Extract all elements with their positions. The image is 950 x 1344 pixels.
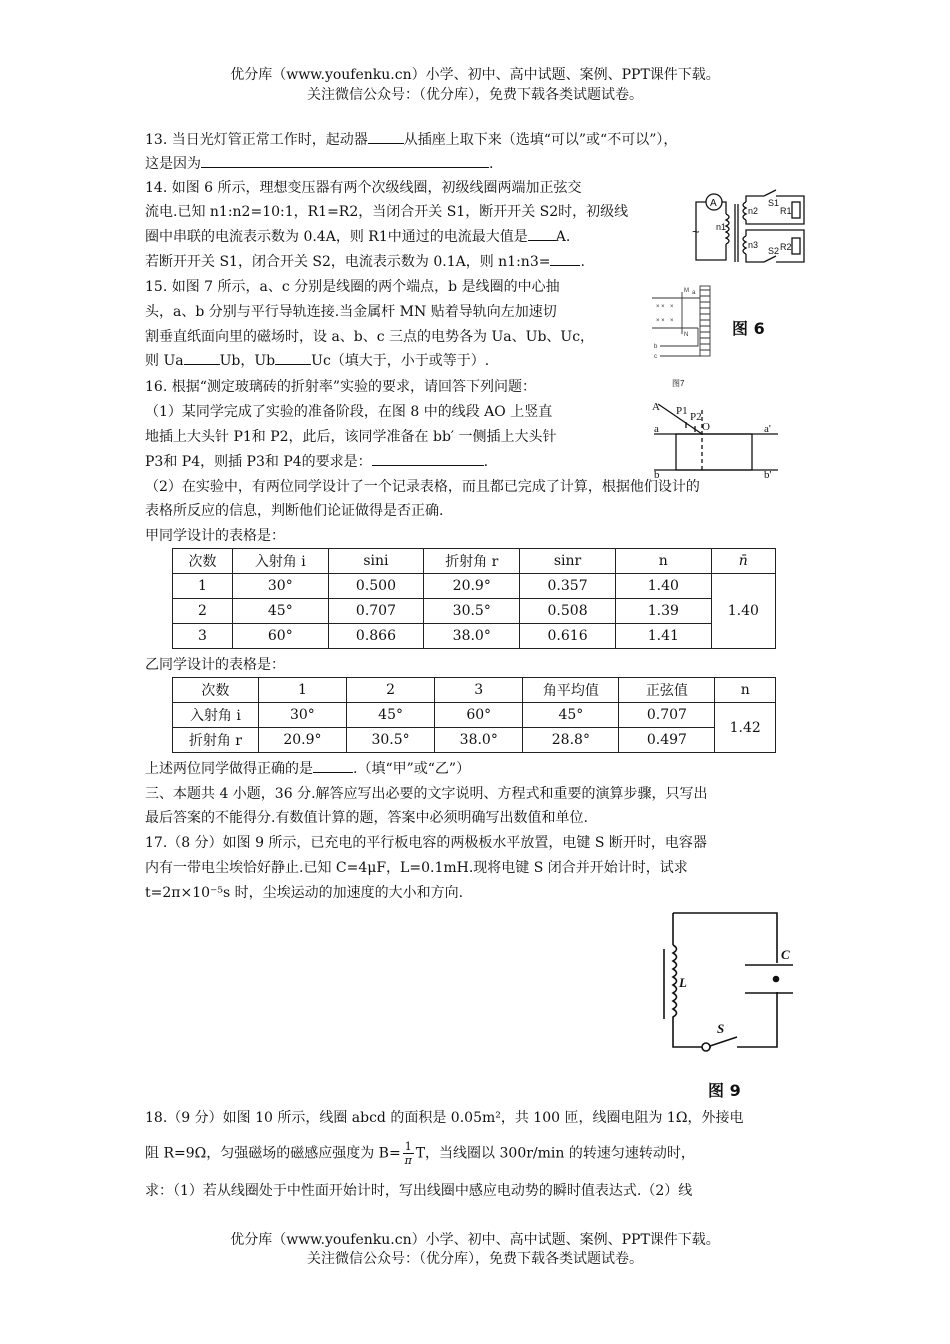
fraction: $\frac{1}{\pi}$ xyxy=(404,1140,412,1167)
q17-line2: 内有一带电尘埃恰好静止.已知 C=4μF，L=0.1mH.现将电键 S 闭合并开始计时，试求 xyxy=(145,860,688,876)
table-cell: 20.9° xyxy=(424,574,520,599)
header-line2: 关注微信公众号：（优分库），免费下载各类试题试卷。 xyxy=(307,87,643,103)
coil-body xyxy=(700,286,710,356)
circuit-wires xyxy=(673,913,777,1047)
table-cell: 1 xyxy=(173,574,233,599)
table-header-cell: n xyxy=(615,549,711,574)
blank[interactable] xyxy=(528,226,556,241)
q15-line1: 15. 如图 7 所示，a、c 分别是线圈的两个端点，b 是线圈的中心抽 xyxy=(145,279,560,295)
table-cell: 1.40 xyxy=(615,574,711,599)
q16-line1: 16. 根据“测定玻璃砖的折射率”实验的要求，请回答下列问题： xyxy=(145,379,537,395)
table-cell: 折射角 r xyxy=(173,728,259,753)
svg-text:n1: n1 xyxy=(716,222,727,232)
header-line1: 优分库（www.youfenku.cn）小学、初中、高中试题、案例、PPT课件下载。 xyxy=(230,67,720,83)
q16-line5: （2）在实验中，有两位同学设计了一个记录表格，而且都已完成了计算，根据他们设计的 xyxy=(145,479,700,495)
svg-text:N: N xyxy=(684,332,689,338)
dust-particle xyxy=(774,977,779,982)
resistor-r2 xyxy=(792,238,800,254)
svg-text:A: A xyxy=(710,198,717,209)
svg-text:a: a xyxy=(654,423,659,435)
q15-line4: 则 Ua Ub，Ub Uc（填大于，小于或等于）. xyxy=(145,350,489,370)
table-cell: 0.707 xyxy=(328,599,424,624)
table-header-cell: sini xyxy=(328,549,424,574)
q17-line1: 17.（8 分）如图 9 所示，已充电的平行板电容的两极板水平放置，电键 S 断开时，电容器 xyxy=(145,835,707,851)
table-header-cell: n̄ xyxy=(711,549,775,574)
table-row xyxy=(173,703,776,728)
svg-text:b: b xyxy=(654,469,660,481)
svg-text:R2: R2 xyxy=(780,242,792,252)
svg-text:b: b xyxy=(654,344,658,350)
switch-s xyxy=(710,1037,737,1046)
coil-turns xyxy=(700,290,710,350)
table-cell: 38.0° xyxy=(424,624,520,649)
q18-line1: 18.（9 分）如图 10 所示，线圈 abcd 的面积是 0.05m²，共 100 匝，线圈电阻为 1Ω，外接电 xyxy=(145,1110,744,1126)
q16-line4: P3和 P4，则插 P3和 P4的要求是： . xyxy=(145,451,488,471)
svg-text:×: × xyxy=(670,304,674,310)
switch-s2 xyxy=(764,256,776,262)
svg-text:P1: P1 xyxy=(676,405,688,417)
table-cell: 30° xyxy=(258,703,346,728)
q17-line3: t=2π×10⁻⁵s 时，尘埃运动的加速度的大小和方向. xyxy=(145,885,464,901)
blank[interactable] xyxy=(372,451,484,466)
table-cell: 2 xyxy=(173,599,233,624)
section3-line1: 三、本题共 4 小题，36 分.解答应写出必要的文字说明、方程式和重要的演算步骤，只写出 xyxy=(145,786,708,802)
table-cell: 30.5° xyxy=(346,728,434,753)
table-cell: 45° xyxy=(523,703,619,728)
svg-text:a': a' xyxy=(764,423,771,435)
table-cell: 0.508 xyxy=(520,599,616,624)
table-header-cell: 次数 xyxy=(173,678,259,703)
table-cell: 0.357 xyxy=(520,574,616,599)
table-jia xyxy=(172,548,776,649)
primary-coil xyxy=(726,214,729,244)
figure7-rails-coil-diagram xyxy=(648,284,724,364)
figure6-caption: 图 6 xyxy=(732,319,765,338)
table-cell: 45° xyxy=(233,599,329,624)
yi-table-title: 乙同学设计的表格是： xyxy=(145,657,285,673)
table-header-cell: 折射角 r xyxy=(424,549,520,574)
table-header-cell: sinr xyxy=(520,549,616,574)
q13-line1: 13. 当日光灯管正常工作时，起动器 从插座上取下来（选填“可以”或“不可以”）， xyxy=(145,129,677,149)
blank[interactable] xyxy=(275,350,311,365)
svg-text:× ×: × × xyxy=(656,304,665,310)
svg-text:n2: n2 xyxy=(748,206,759,216)
q14-line1: 14. 如图 6 所示，理想变压器有两个次级线圈，初级线圈两端加正弦交 xyxy=(145,180,582,196)
table-yi xyxy=(172,677,776,753)
table-cell: 60° xyxy=(233,624,329,649)
blank[interactable] xyxy=(184,350,220,365)
table-row xyxy=(173,624,776,649)
table-header-cell: 次数 xyxy=(173,549,233,574)
jia-table-title: 甲同学设计的表格是： xyxy=(145,528,285,544)
resistor-r1 xyxy=(792,202,800,218)
q16-line2: （1）某同学完成了实验的准备阶段，在图 8 中的线段 AO 上竖直 xyxy=(145,404,553,420)
table-header-cell: 正弦值 xyxy=(619,678,715,703)
svg-text:~: ~ xyxy=(692,224,700,239)
table-cell: 入射角 i xyxy=(173,703,259,728)
table-cell: 20.9° xyxy=(258,728,346,753)
table-cell: 0.866 xyxy=(328,624,424,649)
table-cell: 1.39 xyxy=(615,599,711,624)
table-header-cell: 3 xyxy=(435,678,523,703)
svg-text:S1: S1 xyxy=(768,198,780,208)
svg-text:P2: P2 xyxy=(690,411,702,423)
table-cell-n: 1.42 xyxy=(715,703,776,753)
table-header-cell: n xyxy=(715,678,776,703)
q18-line2: 阻 R=9Ω，匀强磁场的磁感应强度为 B= $\frac{1}{\pi}$ T，当线圈以 300r/min 的转速匀速转动时， xyxy=(145,1140,695,1167)
table-cell: 28.8° xyxy=(523,728,619,753)
svg-text:c: c xyxy=(654,354,657,360)
svg-text:A: A xyxy=(652,401,660,413)
q14-line3: 圈中串联的电流表示数为 0.4A，则 R1中通过的电流最大值是 A. xyxy=(145,226,570,246)
q18-line3: 求：（1）若从线圈处于中性面开始计时，写出线圈中感应电动势的瞬时值表达式.（2）线 xyxy=(145,1183,693,1199)
section3-line2: 最后答案的不能得分.有数值计算的题，答案中必须明确写出数值和单位. xyxy=(145,810,588,826)
table-cell: 1.41 xyxy=(615,624,711,649)
table-cell: 30° xyxy=(233,574,329,599)
table-cell: 38.0° xyxy=(435,728,523,753)
svg-text:× ×: × × xyxy=(656,318,665,324)
table-cell: 45° xyxy=(346,703,434,728)
table-cell: 0.707 xyxy=(619,703,715,728)
svg-text:S2: S2 xyxy=(768,246,780,256)
svg-text:M: M xyxy=(684,288,689,294)
table-header-row xyxy=(173,549,776,574)
blank[interactable] xyxy=(201,153,489,168)
svg-text:n3: n3 xyxy=(748,240,759,250)
q13-line2: 这是因为 . xyxy=(145,153,493,173)
coil-leads xyxy=(660,298,700,356)
table-cell: 0.500 xyxy=(328,574,424,599)
q16-line3: 地插上大头针 P1和 P2，此后，该同学准备在 bb′ 一侧插上大头针 xyxy=(145,429,557,445)
table-cell: 0.616 xyxy=(520,624,616,649)
figure9-lc-circuit-diagram xyxy=(655,905,790,1055)
q14-line2: 流电.已知 n1:n2=10:1，R1=R2，当闭合开关 S1，断开开关 S2时，初级线 xyxy=(145,204,629,220)
secondary-coil-n3 xyxy=(743,236,746,254)
table-row xyxy=(173,728,776,753)
table-cell: 30.5° xyxy=(424,599,520,624)
primary-wire xyxy=(722,202,726,214)
svg-text:a: a xyxy=(692,290,696,296)
footer-line1: 优分库（www.youfenku.cn）小学、初中、高中试题、案例、PPT课件下载。 xyxy=(230,1232,720,1248)
table-cell: 60° xyxy=(435,703,523,728)
table-header-row xyxy=(173,678,776,703)
table-header-cell: 入射角 i xyxy=(233,549,329,574)
blank[interactable] xyxy=(550,251,580,266)
blank[interactable] xyxy=(313,758,353,773)
figure9-caption: 图 9 xyxy=(708,1081,741,1100)
q16-line6: 表格所反应的信息，判断他们论证做得是否正确. xyxy=(145,503,444,519)
table-header-cell: 角平均值 xyxy=(523,678,619,703)
svg-text:R1: R1 xyxy=(780,206,792,216)
q14-line4: 若断开开关 S1，闭合开关 S2，电流表示数为 0.1A，则 n1:n3= . xyxy=(145,251,585,271)
svg-text:C: C xyxy=(781,947,790,962)
svg-text:b': b' xyxy=(764,469,772,481)
blank[interactable] xyxy=(368,129,404,144)
table-row xyxy=(173,599,776,624)
svg-text:L: L xyxy=(679,975,687,990)
table-cell-average: 1.40 xyxy=(711,574,775,649)
glass-block xyxy=(676,434,752,470)
table-row xyxy=(173,574,776,599)
q15-line3: 割垂直纸面向里的磁场时，设 a、b、c 三点的电势各为 Ua、Ub、Uc， xyxy=(145,329,595,345)
secondary-coil-n2 xyxy=(743,202,746,220)
svg-text:×: × xyxy=(670,318,674,324)
switch-s1 xyxy=(764,190,776,196)
table-cell: 3 xyxy=(173,624,233,649)
table-header-cell: 1 xyxy=(258,678,346,703)
figure6-transformer-diagram xyxy=(688,184,810,272)
table-cell: 0.497 xyxy=(619,728,715,753)
footer-line2: 关注微信公众号：（优分库），免费下载各类试题试卷。 xyxy=(307,1251,643,1267)
switch-terminal xyxy=(702,1043,710,1051)
svg-text:S: S xyxy=(717,1021,725,1036)
svg-text:O: O xyxy=(702,421,710,433)
q16-conclusion: 上述两位同学做得正确的是 .（填“甲”或“乙”） xyxy=(145,758,470,778)
figure8-glass-block-diagram xyxy=(650,400,780,480)
q15-line2: 头，a、b 分别与平行导轨连接.当金属杆 MN 贴着导轨向左加速切 xyxy=(145,304,557,320)
figure7-caption: 图7 xyxy=(672,379,685,388)
table-header-cell: 2 xyxy=(346,678,434,703)
